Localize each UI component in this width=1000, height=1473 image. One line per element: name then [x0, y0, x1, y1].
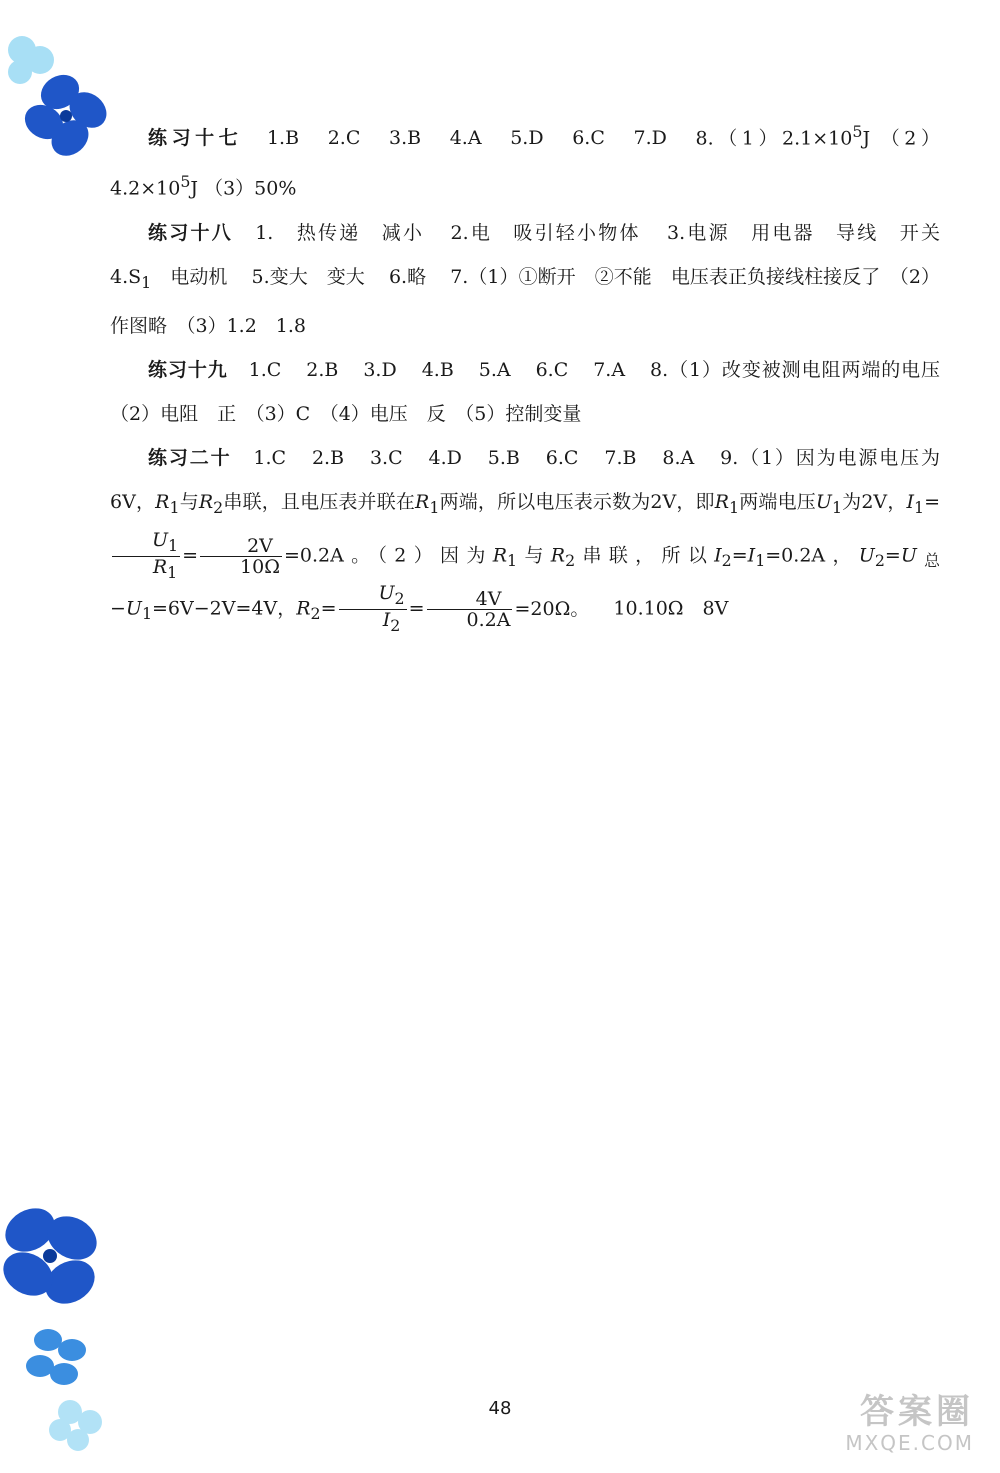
q9-text: 9.（1）因为电源电压为6V， — [110, 447, 940, 514]
fraction-u1-r1 — [112, 530, 180, 583]
q9-text: 串联，且电压表并联在 — [223, 491, 416, 514]
eq: = — [884, 544, 901, 567]
q9-text: 为2V， — [842, 491, 907, 514]
answer-item: 4.D — [428, 447, 462, 470]
q8-2-label: （2） — [880, 127, 940, 150]
answer-item: 1.C — [248, 359, 282, 382]
sub: 1 — [168, 536, 179, 556]
exercise-18-title: 练习十八 — [148, 221, 233, 244]
answer-item: 10.10Ω 8V — [613, 597, 729, 620]
q9-text: 与 — [179, 491, 199, 514]
sub: 2 — [721, 551, 732, 571]
watermark — [845, 1393, 974, 1455]
sym-R: R — [155, 491, 170, 514]
answer-item: 4.B — [421, 359, 454, 382]
answer-item: 1.B — [266, 127, 300, 150]
q8-label: 8.（1） — [695, 127, 783, 150]
q9-text: 与 — [517, 544, 551, 567]
q8-1-base: 2.1×10 — [782, 127, 853, 150]
sym-I: I — [906, 491, 914, 514]
sub: 2 — [394, 589, 405, 609]
answer-item: 6.C — [535, 359, 569, 382]
exercise-19 — [110, 348, 960, 436]
sym-R: R — [198, 491, 214, 514]
answer-item: 7.A — [593, 359, 626, 382]
q4-prefix: 4.S — [110, 265, 142, 288]
sym-U: U — [378, 582, 395, 605]
sub: 2 — [310, 604, 321, 624]
answer-item: 8.（1）改变被测电阻两端的电压 （2）电阻 正 （3）C （4）电压 反 （5）控制变量 — [110, 359, 960, 426]
minus: − — [110, 597, 126, 620]
q4-rest: 电动机 — [151, 265, 228, 288]
exercise-18 — [110, 211, 940, 349]
q8-2-unit: J — [190, 177, 199, 200]
q8-2-exp: 5 — [180, 172, 191, 192]
watermark-cn: 答案圈 — [860, 1392, 974, 1432]
answer-item: 5.D — [510, 127, 544, 150]
eq: = — [320, 597, 337, 620]
answer-item: 5.变大 变大 — [251, 265, 365, 288]
q9-text: =20Ω。 — [514, 597, 590, 620]
answer-item: 6.C — [572, 127, 605, 150]
sym-U: U — [900, 544, 917, 567]
answer-item — [110, 265, 228, 292]
q9-text: =0.2A， — [765, 544, 859, 567]
answer-item: 3.D — [363, 359, 397, 382]
answer-item: 2.C — [327, 127, 361, 150]
q9-text: 两端，所以电压表示数为2V，即 — [439, 491, 715, 514]
q9-text: 两端电压 — [739, 491, 816, 514]
frac-den: 0.2A — [466, 609, 511, 632]
answer-item: 3.电源 用电器 导线 开关 — [667, 221, 940, 244]
sym-I: I — [382, 609, 391, 632]
sym-R: R — [550, 544, 566, 567]
sym-R: R — [296, 597, 311, 620]
exercise-19-title: 练习十九 — [148, 359, 228, 382]
q8-1-unit: J — [862, 127, 871, 150]
sub: 1 — [429, 498, 440, 518]
answer-item: 6.C — [545, 447, 579, 470]
answer-content — [110, 110, 960, 636]
sub: 1 — [755, 551, 766, 571]
answer-item: 7.（1）①断开 ②不能 电压表正负接线柱接反了 （2）作图略 （3）1.2 1.8 — [110, 265, 940, 338]
sub: 2 — [390, 615, 401, 635]
sym-I: I — [714, 544, 722, 567]
answer-item: 8.A — [662, 447, 695, 470]
sym-R: R — [415, 491, 430, 514]
sym-R: R — [152, 556, 168, 579]
sym-U: U — [815, 491, 832, 514]
answer-item: 5.B — [487, 447, 520, 470]
sym-U: U — [152, 529, 169, 552]
sub: 2 — [565, 551, 576, 571]
answer-item: 2.B — [306, 359, 339, 382]
answer-item: 6.略 — [388, 265, 427, 288]
answer-item: 3.C — [369, 447, 403, 470]
sub: 1 — [507, 551, 518, 571]
sub: 1 — [729, 498, 740, 518]
watermark-en: MXQE.COM — [845, 1431, 974, 1455]
eq: = — [408, 597, 425, 620]
sub: 1 — [831, 498, 843, 518]
frac-num: 4V — [427, 589, 513, 610]
sub: 1 — [167, 562, 178, 582]
q8-1-exp: 5 — [852, 122, 863, 141]
eq: = — [182, 544, 199, 567]
fraction-2v-10ohm — [200, 536, 282, 577]
answer-item: 2.B — [311, 447, 345, 470]
sym-R: R — [714, 491, 730, 514]
fraction-4v-0-2a — [427, 589, 513, 630]
answer-item: 7.B — [604, 447, 637, 470]
answer-item: 4.A — [449, 127, 482, 150]
exercise-17 — [110, 110, 940, 211]
frac-den: 10Ω — [240, 556, 280, 579]
q8-3: （3）50% — [204, 177, 297, 200]
sub: 2 — [874, 551, 885, 571]
answer-item: 1. 热传递 减小 — [255, 221, 425, 244]
answer-item: 7.D — [633, 127, 667, 150]
q9-text: =6V−2V=4V， — [152, 597, 297, 620]
exercise-20-title: 练习二十 — [148, 447, 232, 470]
answer-item: 5.A — [478, 359, 511, 382]
q8-2-base: 4.2×10 — [110, 177, 181, 200]
answer-item: 3.B — [388, 127, 422, 150]
answer-item: 1.C — [253, 447, 287, 470]
sub: 1 — [169, 498, 180, 518]
sub: 1 — [914, 498, 925, 518]
q9-text: =0.2A。（2）因为 — [283, 544, 493, 567]
eq: = — [731, 544, 748, 567]
sub-zong: 总 — [916, 551, 940, 571]
exercise-17-title: 练习十七 — [148, 127, 243, 150]
q9-text: 串联，所以 — [575, 544, 715, 567]
q4-sub: 1 — [141, 272, 152, 292]
sub: 1 — [141, 604, 153, 624]
exercise-20 — [110, 436, 940, 636]
sym-U: U — [858, 544, 875, 567]
sym-R: R — [492, 544, 508, 567]
fraction-u2-i2 — [339, 583, 407, 636]
answer-item: 2.电 吸引轻小物体 — [450, 221, 641, 244]
sub: 2 — [213, 498, 224, 518]
frac-num: 2V — [200, 536, 282, 557]
sym-U: U — [125, 597, 142, 620]
page-number: 48 — [488, 1398, 512, 1419]
eq: = — [924, 491, 940, 514]
sym-I: I — [747, 544, 756, 567]
clover-decoration-bottom — [0, 1200, 140, 1460]
